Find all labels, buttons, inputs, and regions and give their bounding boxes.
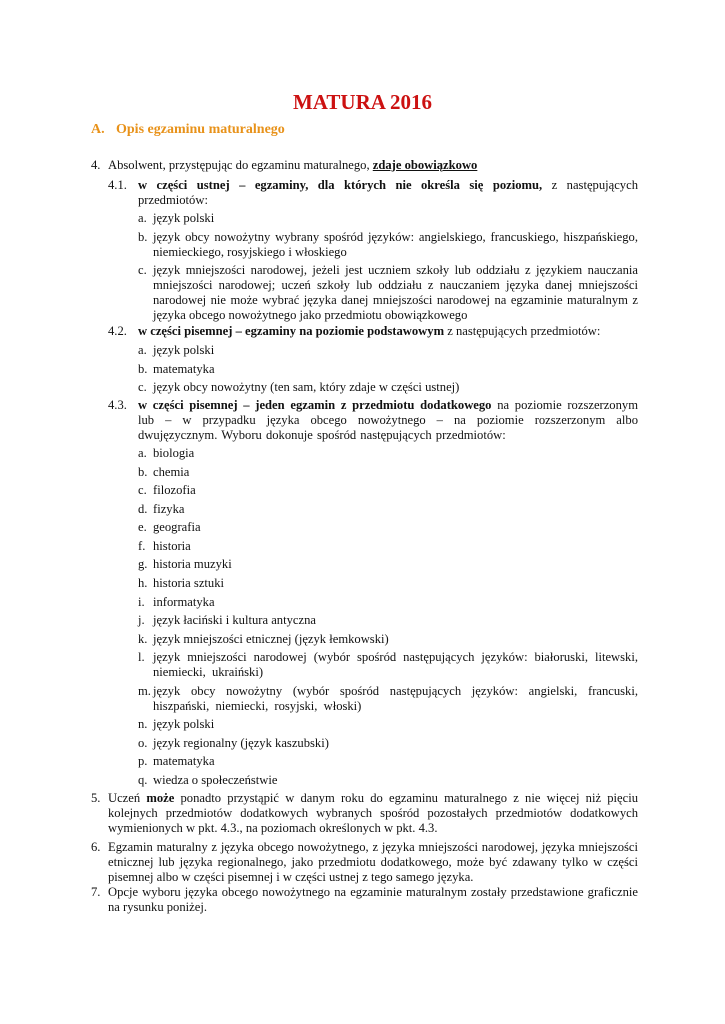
list-item: wiedza o społeczeństwie bbox=[153, 773, 278, 787]
list-item-letter: a. bbox=[138, 211, 147, 225]
list-item: biologia bbox=[153, 446, 195, 460]
point-5-bold: może bbox=[146, 791, 175, 805]
list-item: matematyka bbox=[153, 754, 215, 768]
list-item-letter: e. bbox=[138, 520, 147, 534]
list-item: język łaciński i kultura antyczna bbox=[153, 613, 316, 627]
list-item: język regionalny (język kaszubski) bbox=[153, 736, 329, 750]
sub-4-1-rest: z następujących przedmiotów: bbox=[138, 178, 638, 207]
list-item-letter: j. bbox=[138, 613, 145, 627]
list-item-letter: c. bbox=[138, 380, 147, 394]
sub-4-2-text bbox=[138, 324, 638, 339]
list-item: fizyka bbox=[153, 502, 185, 516]
list-item: język mniejszości narodowej, jeżeli jest uczniem szkoły lub oddziału z językiem nauczania mniejszości narodowej; uczeń szkoły lub oddziału z nauczaniem języka danej mniejszości narodowej nie może wybrać języka danej mniejszości narodowej na egzaminie maturalnym z języka obcego nowożytnego jako przedmiotu obowiązkowego bbox=[153, 263, 638, 322]
point-4-text-pre: Absolwent, przystępując do egzaminu maturalnego, bbox=[108, 158, 373, 172]
list-item-letter: i. bbox=[138, 595, 145, 609]
list-item-letter: m. bbox=[138, 684, 151, 698]
point-4-text bbox=[108, 158, 477, 173]
list-item-letter: h. bbox=[138, 576, 148, 590]
list-item: język obcy nowożytny (ten sam, który zdaje w części ustnej) bbox=[153, 380, 460, 394]
list-item-letter: p. bbox=[138, 754, 148, 768]
list-item-letter: a. bbox=[138, 343, 147, 357]
point-5-number: 5. bbox=[91, 791, 101, 805]
list-item: język polski bbox=[153, 211, 215, 225]
list-item-letter: f. bbox=[138, 539, 146, 553]
list-item-letter: b. bbox=[138, 362, 148, 376]
section-a-letter: A. bbox=[91, 122, 105, 137]
sub-4-2-rest: z następujących przedmiotów: bbox=[444, 324, 601, 338]
list-item: język polski bbox=[153, 717, 215, 731]
list-item-letter: c. bbox=[138, 483, 147, 497]
list-item-letter: a. bbox=[138, 446, 147, 460]
list-item: język mniejszości narodowej (wybór spośród następujących języków: białoruski, litewski, niemiecki, ukraiński) bbox=[153, 650, 638, 679]
point-5-pre: Uczeń bbox=[108, 791, 147, 805]
point-7-number: 7. bbox=[91, 885, 101, 899]
sub-4-1-number: 4.1. bbox=[108, 178, 127, 192]
list-item-letter: b. bbox=[138, 230, 148, 244]
list-item: język mniejszości etnicznej (język łemkowski) bbox=[153, 632, 389, 646]
list-item-letter: d. bbox=[138, 502, 148, 516]
list-item-letter: g. bbox=[138, 557, 148, 571]
point-6-number: 6. bbox=[91, 840, 101, 854]
list-item: historia muzyki bbox=[153, 557, 232, 571]
page-title: MATURA 2016 bbox=[292, 90, 433, 114]
sub-4-2-number: 4.2. bbox=[108, 324, 127, 338]
sub-4-1-bold: w części ustnej – egzaminy, dla których nie określa się poziomu, bbox=[138, 178, 543, 192]
list-item: geografia bbox=[153, 520, 201, 534]
list-item-letter: k. bbox=[138, 632, 148, 646]
point-4-number: 4. bbox=[91, 158, 101, 172]
list-item: matematyka bbox=[153, 362, 215, 376]
point-4-text-bold: zdaje obowiązkowo bbox=[372, 158, 478, 172]
list-item-letter: c. bbox=[138, 263, 147, 277]
list-item: informatyka bbox=[153, 595, 215, 609]
list-item-letter: b. bbox=[138, 465, 148, 479]
section-a-heading bbox=[91, 122, 285, 138]
sub-4-2-bold: w części pisemnej – egzaminy na poziomie podstawowym bbox=[138, 324, 445, 338]
list-item: filozofia bbox=[153, 483, 196, 497]
sub-4-1-text bbox=[138, 178, 638, 208]
list-item: język obcy nowożytny (wybór spośród następujących języków: angielski, francuski, hiszpański, niemiecki, rosyjski, włoski) bbox=[153, 684, 638, 713]
point-5-rest: ponadto przystąpić w danym roku do egzaminu maturalnego z nie więcej niż pięciu kolejnych przedmiotów dodatkowych wybranych spośród pozostałych przedmiotów dodatkowych wymienionych w pkt. 4.3., na poziomach określonych w pkt. 4.3. bbox=[108, 791, 639, 835]
sub-4-3-rest: na poziomie rozszerzonym lub – w przypadku języka obcego nowożytnego – na poziomie rozszerzonym albo dwujęzycznym. Wyboru dokonuje spośród następujących przedmiotów: bbox=[138, 398, 638, 442]
list-item-letter: n. bbox=[138, 717, 148, 731]
list-item: historia sztuki bbox=[153, 576, 225, 590]
point-5-text bbox=[108, 791, 638, 836]
list-item-letter: o. bbox=[138, 736, 148, 750]
list-item: chemia bbox=[153, 465, 190, 479]
sub-4-3-number: 4.3. bbox=[108, 398, 127, 412]
list-item: historia bbox=[153, 539, 191, 553]
list-item: język obcy nowożytny wybrany spośród języków: angielskiego, francuskiego, hiszpańskiego, niemieckiego, rosyjskiego i włoskiego bbox=[153, 230, 638, 259]
list-item-letter: q. bbox=[138, 773, 148, 787]
list-item: język polski bbox=[153, 343, 215, 357]
list-item-letter: l. bbox=[138, 650, 145, 664]
sub-4-3-bold: w części pisemnej – jeden egzamin z przedmiotu dodatkowego bbox=[138, 398, 492, 412]
point-7-text: Opcje wyboru języka obcego nowożytnego na egzaminie maturalnym zostały przedstawione graficznie na rysunku poniżej. bbox=[108, 885, 638, 914]
section-a-label: Opis egzaminu maturalnego bbox=[116, 122, 285, 137]
point-6-text: Egzamin maturalny z języka obcego nowożytnego, z języka mniejszości narodowej, języka mniejszości etnicznej lub języka regionalnego, jako przedmiotu dodatkowego, może być zdawany tylko w części pisemnej albo w części pisemnej i w części ustnej z tego samego języka. bbox=[108, 840, 638, 884]
sub-4-3-text bbox=[138, 398, 638, 443]
